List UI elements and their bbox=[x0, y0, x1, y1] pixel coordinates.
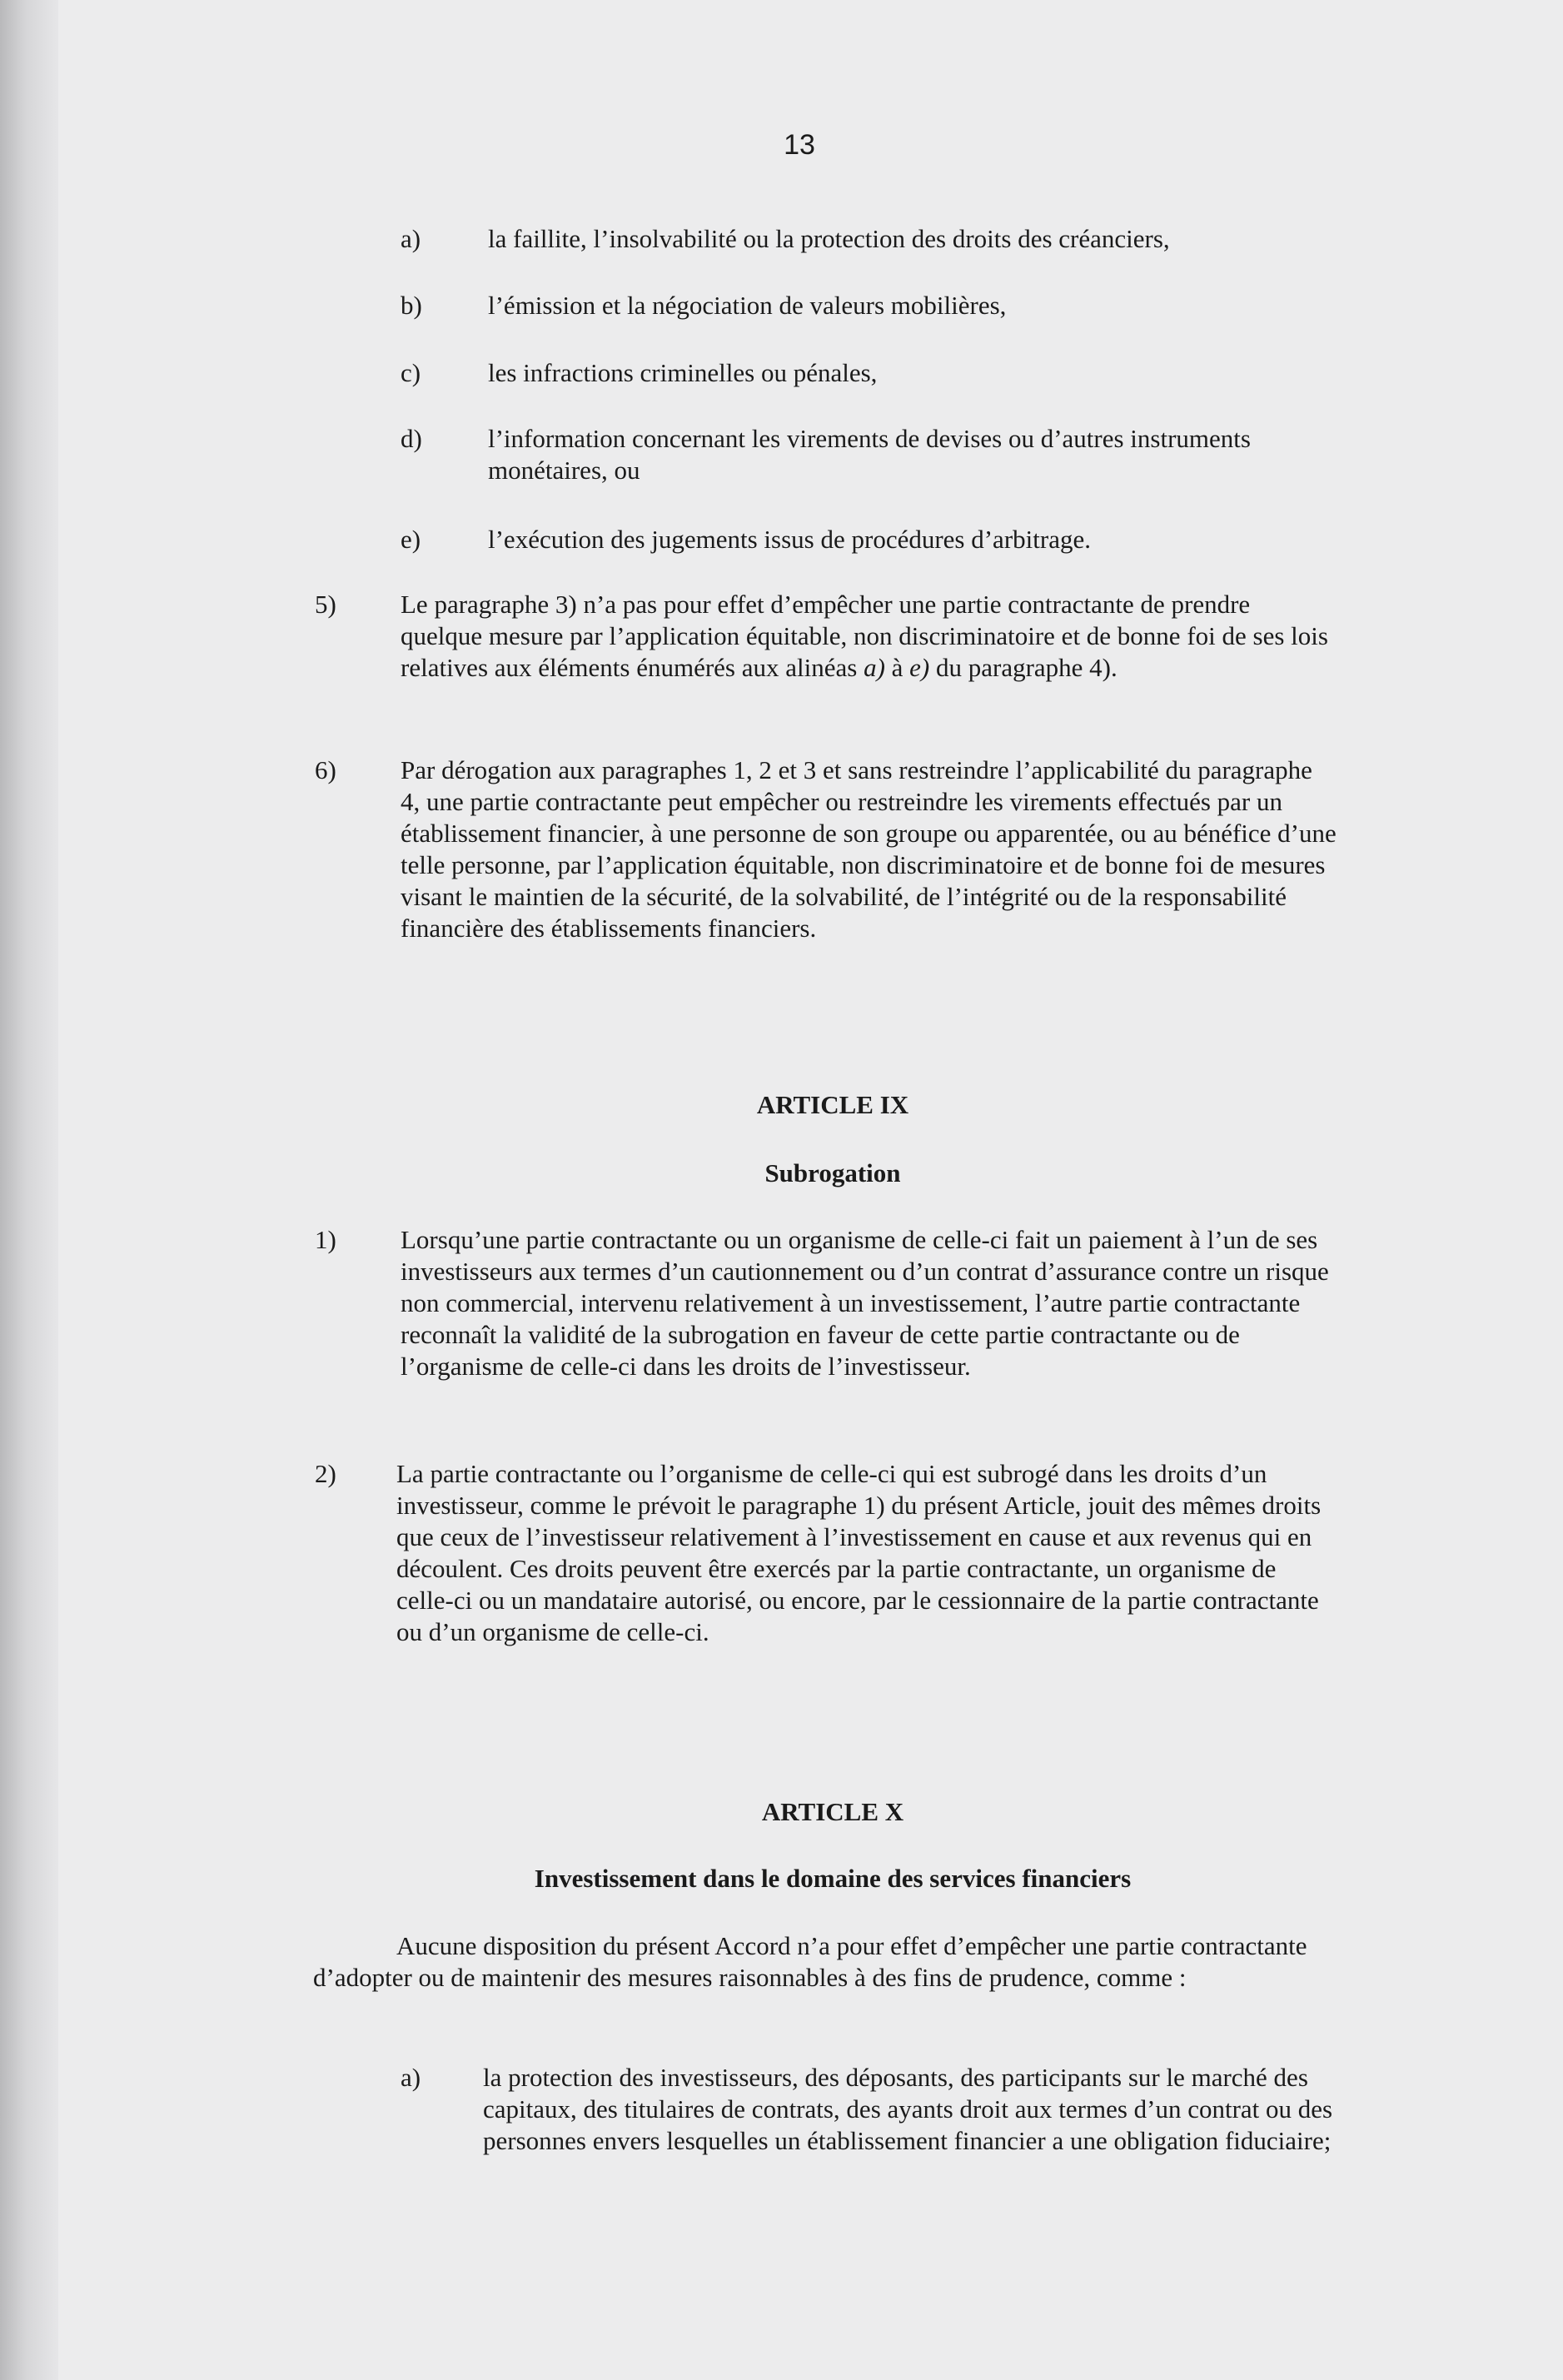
list-item-text: l’émission et la négociation de valeurs mobilières, bbox=[488, 291, 1007, 320]
paragraph-text-part: Le paragraphe 3) n’a pas pour effet d’empêcher une partie contractante de prendre quelque mesure par l’application équitable, non discriminatoire et de bonne foi de ses lois relatives aux éléments énumérés aux alinéas bbox=[401, 590, 1328, 682]
list-item-label: d) bbox=[401, 424, 422, 453]
article-heading: ARTICLE IX bbox=[756, 1090, 909, 1119]
article-heading: ARTICLE X bbox=[761, 1797, 904, 1826]
paragraph-number: 5) bbox=[315, 590, 336, 619]
list-item-label: a) bbox=[401, 2063, 421, 2092]
list-item-text: l’exécution des jugements issus de procédures d’arbitrage. bbox=[488, 525, 1091, 554]
binding-spine-shadow bbox=[0, 0, 58, 2380]
list-item-text: l’information concernant les virements de devises ou d’autres instruments monétaires, ou bbox=[488, 424, 1251, 485]
list-item-text: la faillite, l’insolvabilité ou la protection des droits des créanciers, bbox=[488, 224, 1170, 253]
list-item-label: b) bbox=[401, 291, 422, 320]
italic-reference: a) bbox=[864, 653, 885, 682]
list-item-text: la protection des investisseurs, des déposants, des participants sur le marché des capitaux, des titulaires de contrats, des ayants droit aux termes d’un contrat ou des personnes envers lesquelles un établissement financier a une obligation fiduciaire; bbox=[483, 2063, 1333, 2155]
article-subheading: Investissement dans le domaine des services financiers bbox=[534, 1864, 1132, 1893]
italic-reference: e) bbox=[909, 653, 930, 682]
article-intro-paragraph: Aucune disposition du présent Accord n’a pour effet d’empêcher une partie contractante d’adopter ou de maintenir des mesures raisonnables à des fins de prudence, comme : bbox=[313, 1931, 1307, 1992]
paragraph-number: 6) bbox=[315, 755, 336, 784]
paragraph-text-part: du paragraphe 4). bbox=[929, 653, 1117, 682]
list-item-text: les infractions criminelles ou pénales, bbox=[488, 358, 878, 387]
list-item-label: c) bbox=[401, 358, 421, 387]
article-subheading: Subrogation bbox=[764, 1158, 901, 1188]
list-item-label: e) bbox=[401, 525, 421, 554]
paragraph-text: Lorsqu’une partie contractante ou un organisme de celle-ci fait un paiement à l’un de ses investisseurs aux termes d’un cautionnement ou d’un contrat d’assurance contre un risque non commercial, intervenu relativement à un investissement, l’autre partie contractante reconnaît la validité de la subrogation en faveur de cette partie contractante ou de l’organisme de celle-ci dans les droits de l’investisseur. bbox=[401, 1225, 1329, 1381]
paragraph-text: Par dérogation aux paragraphes 1, 2 et 3 et sans restreindre l’applicabilité du paragraphe 4, une partie contractante peut empêcher ou restreindre les virements effectués par un établissement financier, à une personne de son groupe ou apparentée, ou au bénéfice d’une telle personne, par l’application équitable, non discriminatoire et de bonne foi de mesures visant le maintien de la sécurité, de la solvabilité, de l’intégrité ou de la responsabilité financière des établissements financiers. bbox=[401, 755, 1337, 943]
page-number: 13 bbox=[784, 129, 815, 161]
list-item-label: a) bbox=[401, 224, 421, 253]
paragraph-text bbox=[401, 589, 1329, 684]
paragraph-text: La partie contractante ou l’organisme de celle-ci qui est subrogé dans les droits d’un investisseur, comme le prévoit le paragraphe 1) du présent Article, jouit des mêmes droits que ceux de l’investisseur relativement à l’investissement en cause et aux revenus qui en découlent. Ces droits peuvent être exercés par la partie contractante, un organisme de celle-ci ou un mandataire autorisé, ou encore, par le cessionnaire de la partie contractante ou d’un organisme de celle-ci. bbox=[396, 1459, 1322, 1646]
paragraph-number: 2) bbox=[315, 1459, 336, 1488]
paragraph-number: 1) bbox=[315, 1225, 336, 1254]
paragraph-text-part: à bbox=[884, 653, 910, 682]
